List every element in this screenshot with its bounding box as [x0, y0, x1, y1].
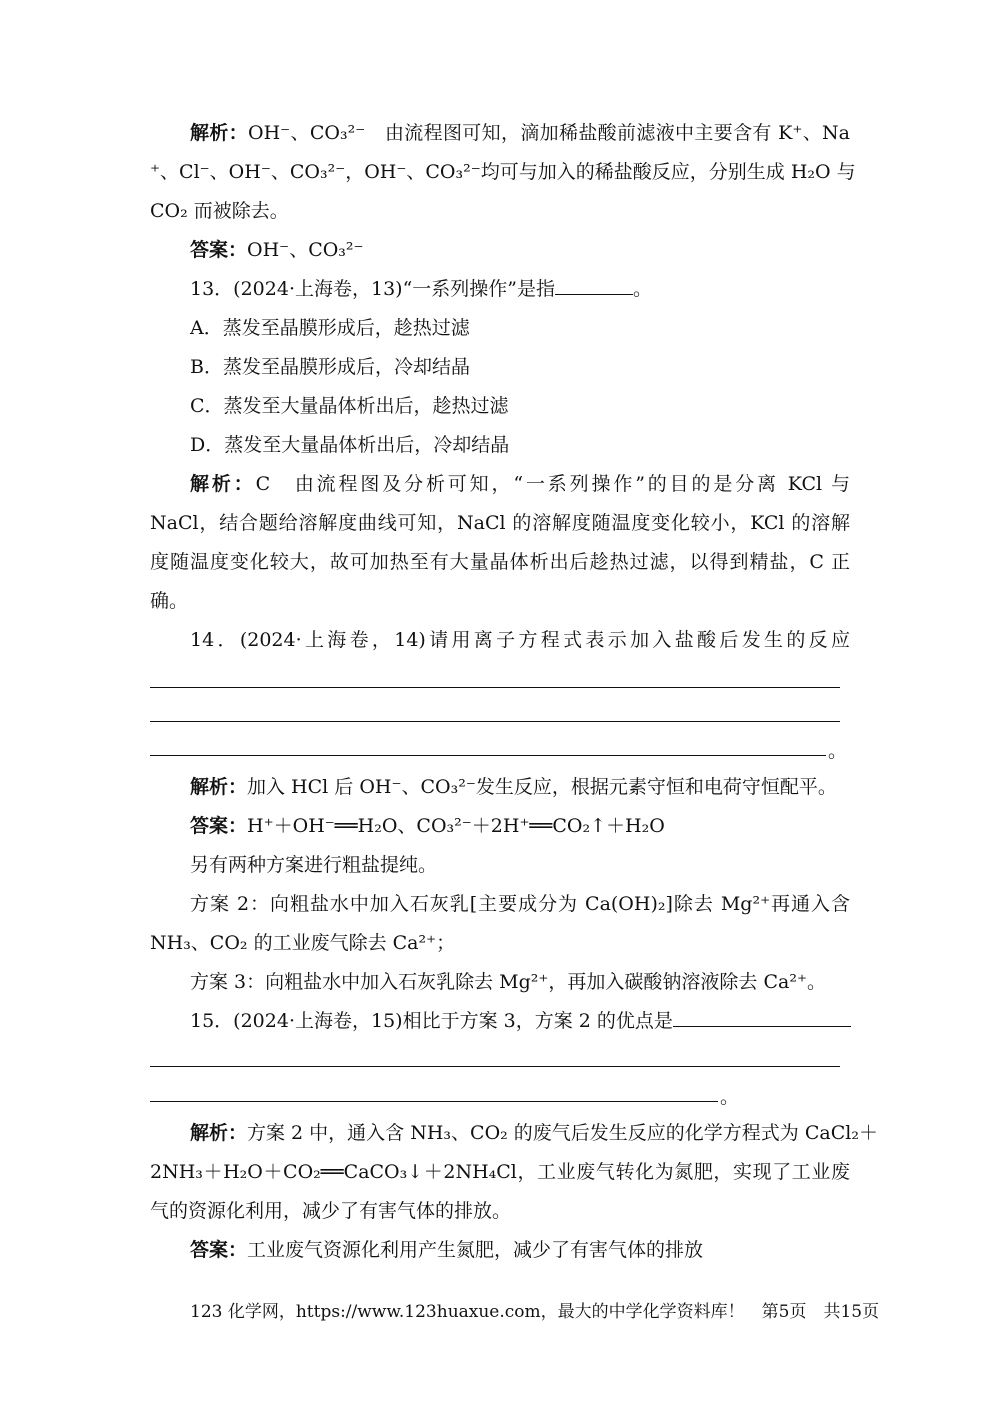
q15-stem-text: 15．(2024·上海卷，15)相比于方案 3，方案 2 的优点是 — [190, 1010, 673, 1032]
analysis-label: 解析： — [190, 1122, 248, 1144]
answer-label: 答案： — [190, 815, 248, 837]
analysis-label: 解析： — [190, 122, 249, 144]
plan2-line2: NH₃、CO₂ 的工业废气除去 Ca²⁺； — [150, 932, 456, 954]
q13-analysis-line1 — [190, 471, 850, 497]
q13-analysis-line3: 度随温度变化较大，故可加热至有大量晶体析出后趁热过滤，以得到精盐，C 正 — [150, 551, 850, 573]
plan2-line1: 方案 2：向粗盐水中加入石灰乳[主要成分为 Ca(OH)₂]除去 Mg²⁺再通入含 — [190, 893, 850, 915]
q14-answer — [190, 813, 850, 839]
q14-stem: 14．(2024·上海卷，14)请用离子方程式表示加入盐酸后发生的反应 — [190, 629, 850, 651]
q13-answer-blank — [555, 276, 633, 295]
q13-stem-text: 13．(2024·上海卷，13)“一系列操作”是指 — [190, 278, 555, 300]
q15-analysis-line2: 2NH₃＋H₂O＋CO₂══CaCO₃↓＋2NH₄Cl，工业废气转化为氮肥，实现了工业废 — [150, 1161, 850, 1183]
intro-line: 另有两种方案进行粗盐提纯。 — [190, 854, 438, 876]
q15-answer-blank — [673, 1008, 851, 1027]
q14-analysis-text: 加入 HCl 后 OH⁻、CO₃²⁻发生反应，根据元素守恒和电荷守恒配平。 — [247, 776, 837, 798]
q15-answer — [190, 1237, 850, 1263]
q12-analysis-line2: ⁺、Cl⁻、OH⁻、CO₃²⁻，OH⁻、CO₃²⁻均可与加入的稀盐酸反应，分别生成 H₂O 与 — [150, 161, 856, 183]
q12-answer — [190, 237, 850, 263]
q13-stem-end: 。 — [633, 278, 653, 300]
q15-stem — [190, 1008, 850, 1034]
q13-option-d: D．蒸发至大量晶体析出后，冷却结晶 — [190, 434, 510, 456]
q14-answer-line-2 — [150, 721, 840, 722]
q14-analysis — [190, 774, 850, 800]
q14-answer-text: H⁺＋OH⁻══H₂O、CO₃²⁻＋2H⁺══CO₂↑＋H₂O — [247, 815, 665, 837]
analysis-label: 解析： — [190, 473, 256, 495]
q15-answer-text: 工业废气资源化利用产生氮肥，减少了有害气体的排放 — [247, 1239, 704, 1261]
answer-label: 答案： — [190, 1239, 248, 1261]
q15-analysis-line1 — [190, 1120, 878, 1146]
page-footer: 123 化学网，https://www.123huaxue.com，最大的中学化学资料库！ 第5页 共15页 — [190, 1302, 880, 1322]
q13-analysis-line2: NaCl，结合题给溶解度曲线可知，NaCl 的溶解度随温度变化较小，KCl 的溶解 — [150, 512, 850, 534]
plan3-line: 方案 3：向粗盐水中加入石灰乳除去 Mg²⁺，再加入碳酸钠溶液除去 Ca²⁺。 — [190, 971, 826, 993]
q13-stem — [190, 276, 850, 302]
q15-analysis-text1: 方案 2 中，通入含 NH₃、CO₂ 的废气后发生反应的化学方程式为 CaCl₂＋ — [247, 1122, 878, 1144]
q13-option-b: B．蒸发至晶膜形成后，冷却结晶 — [190, 356, 470, 378]
q14-end-mark: 。 — [828, 740, 848, 762]
q14-answer-line-3 — [150, 755, 826, 756]
analysis-label: 解析： — [190, 776, 248, 798]
q13-option-c: C．蒸发至大量晶体析出后，趁热过滤 — [190, 395, 509, 417]
q15-analysis-line3: 气的资源化利用，减少了有害气体的排放。 — [150, 1200, 512, 1222]
q14-answer-line-1 — [150, 687, 840, 688]
q15-end-mark: 。 — [720, 1086, 740, 1108]
q15-answer-line-1 — [150, 1066, 840, 1067]
q12-analysis-line3: CO₂ 而被除去。 — [150, 200, 289, 222]
q15-answer-line-2 — [150, 1101, 718, 1102]
answer-label: 答案： — [190, 239, 248, 261]
q13-analysis-text1: C 由流程图及分析可知，“一系列操作”的目的是分离 KCl 与 — [255, 473, 850, 495]
q13-analysis-line4: 确。 — [150, 590, 189, 612]
q12-answer-text: OH⁻、CO₃²⁻ — [247, 239, 364, 261]
q12-analysis-text1: OH⁻、CO₃²⁻ 由流程图可知，滴加稀盐酸前滤液中主要含有 K⁺、Na — [248, 122, 850, 144]
q13-option-a: A．蒸发至晶膜形成后，趁热过滤 — [190, 317, 470, 339]
q12-analysis-line1 — [190, 120, 850, 146]
